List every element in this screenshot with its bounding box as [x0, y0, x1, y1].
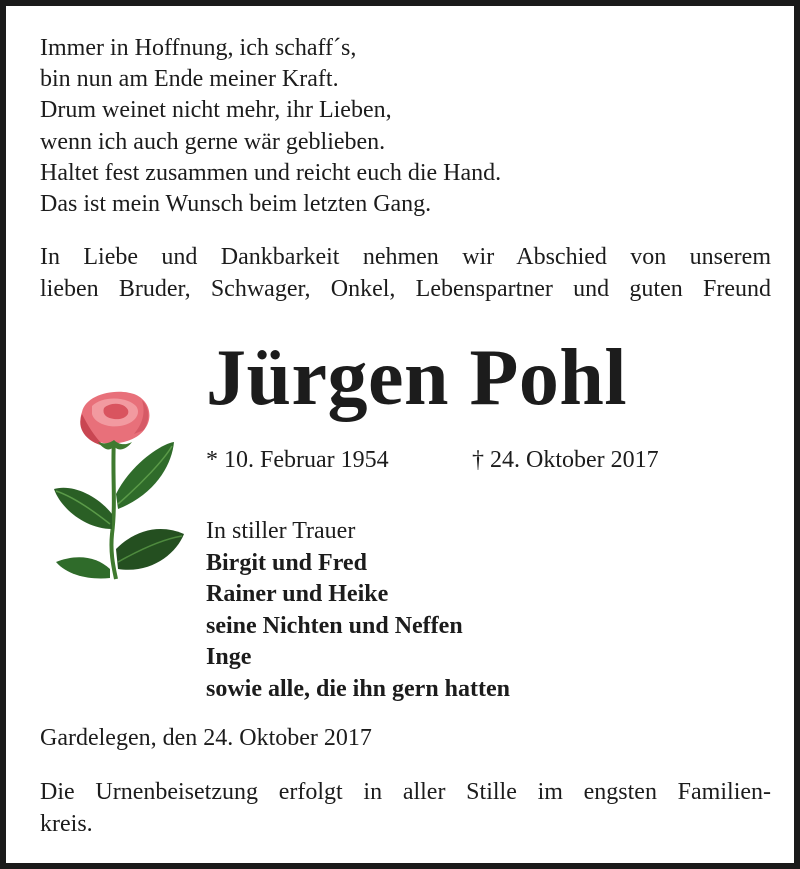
mourner-name: Inge: [206, 644, 252, 670]
death-date: † 24. Oktober 2017: [472, 447, 659, 473]
mourners-heading: In stiller Trauer: [206, 518, 356, 544]
intro-line: lieben Bruder, Schwager, Onkel, Lebenspartner und guten Freund: [40, 275, 771, 302]
poem-line: Immer in Hoffnung, ich schaff´s,: [40, 35, 357, 61]
burial-note: [40, 777, 771, 840]
mourner-name: sowie alle, die ihn gern hatten: [206, 675, 510, 702]
mourner-name: seine Nichten und Neffen: [206, 612, 463, 639]
mourners: [206, 516, 510, 705]
birth-date: * 10. Februar 1954: [206, 447, 389, 473]
poem-line: bin nun am Ende meiner Kraft.: [40, 66, 339, 93]
intro-text: [40, 242, 771, 305]
poem-line: Drum weinet nicht mehr, ihr Lieben,: [40, 97, 392, 124]
burial-line: Die Urnenbeisetzung erfolgt in aller Stille im engsten Familien-: [40, 779, 771, 805]
deceased-name: Jürgen Pohl: [206, 334, 628, 422]
poem-line: Haltet fest zusammen und reicht euch die Hand.: [40, 159, 502, 186]
mourner-name: Birgit und Fred: [206, 549, 367, 576]
poem-line: Das ist mein Wunsch beim letzten Gang.: [40, 191, 432, 218]
mourner-name: Rainer und Heike: [206, 581, 389, 607]
burial-line: kreis.: [40, 810, 93, 837]
place-date: Gardelegen, den 24. Oktober 2017: [40, 725, 372, 751]
poem-line: wenn ich auch gerne wär geblieben.: [40, 128, 386, 155]
intro-line: In Liebe und Dankbarkeit nehmen wir Abschied von unserem: [40, 244, 771, 270]
poem: [40, 33, 780, 220]
life-dates: [206, 444, 726, 476]
rose-icon: [46, 384, 196, 584]
